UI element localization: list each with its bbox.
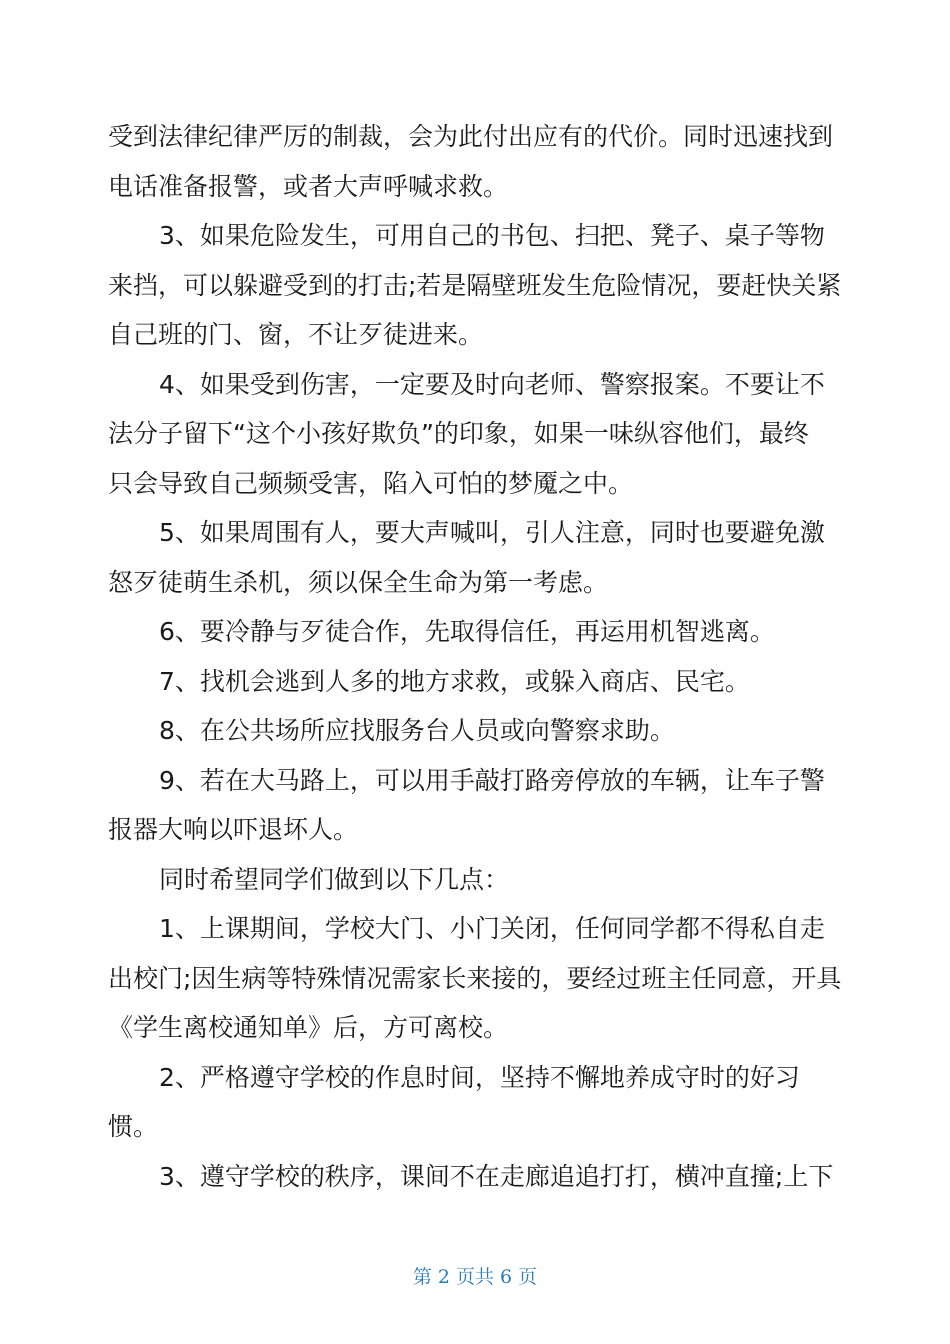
- text-line: 同时希望同学们做到以下几点：: [159, 864, 510, 894]
- paragraph: [108, 756, 848, 855]
- paragraph: [108, 508, 848, 607]
- paragraph: [108, 706, 848, 756]
- text-line: 4、如果受到伤害，一定要及时向老师、警察报案。不要让不: [159, 369, 825, 399]
- paragraph: [108, 607, 848, 657]
- page-number-footer: 第 2 页共 6 页: [412, 1266, 538, 1288]
- text-line: 《学生离校通知单》后，方可离校。: [108, 1013, 509, 1042]
- text-line: 5、如果周围有人，要大声喊叫，引人注意，同时也要避免激: [159, 518, 825, 547]
- paragraph: [108, 112, 848, 211]
- text-line: 只会导致自己频频受害，陷入可怕的梦魇之中。: [108, 468, 634, 498]
- text-line: 2、严格遵守学校的作息时间，坚持不懈地养成守时的好习: [159, 1062, 800, 1092]
- text-line: 法分子留下“这个小孩好欺负”的印象，如果一味纵容他们，最终: [108, 419, 809, 448]
- text-line: 7、找机会逃到人多的地方求救，或躲入商店、民宅。: [159, 666, 750, 696]
- text-line: 8、在公共场所应找服务台人员或向警察求助。: [159, 716, 675, 745]
- text-line: 来挡，可以躲避受到的打击;若是隔壁班发生危险情况，要赶快关紧: [108, 270, 842, 300]
- paragraph: [108, 657, 848, 707]
- text-line: 怒歹徒萌生杀机，须以保全生命为第一考虑。: [108, 567, 609, 597]
- text-line: 惯。: [108, 1112, 159, 1141]
- paragraph: [108, 904, 848, 1053]
- paragraph: [108, 855, 848, 905]
- paragraph: [108, 211, 848, 360]
- text-line: 6、要冷静与歹徒合作，先取得信任，再运用机智逃离。: [159, 617, 775, 646]
- text-line: 出校门;因生病等特殊情况需家长来接的，要经过班主任同意，开具: [108, 963, 842, 993]
- document-body: [108, 112, 848, 1201]
- text-line: 自己班的门、窗，不让歹徒进来。: [108, 320, 484, 349]
- text-line: 受到法律纪律严厉的制裁，会为此付出应有的代价。同时迅速找到: [108, 122, 834, 151]
- text-line: 3、如果危险发生，可用自己的书包、扫把、凳子、桌子等物: [159, 221, 825, 250]
- text-line: 电话准备报警，或者大声呼喊求救。: [108, 171, 509, 201]
- text-line: 1、上课期间，学校大门、小门关闭，任何同学都不得私自走: [159, 914, 825, 943]
- text-line: 9、若在大马路上，可以用手敲打路旁停放的车辆，让车子警: [159, 765, 825, 795]
- paragraph: [108, 1152, 848, 1202]
- paragraph: [108, 360, 848, 509]
- text-line: 报器大响以吓退坏人。: [108, 815, 359, 844]
- paragraph: [108, 1053, 848, 1152]
- text-line: 3、遵守学校的秩序，课间不在走廊追追打打，横冲直撞;上下: [159, 1161, 834, 1191]
